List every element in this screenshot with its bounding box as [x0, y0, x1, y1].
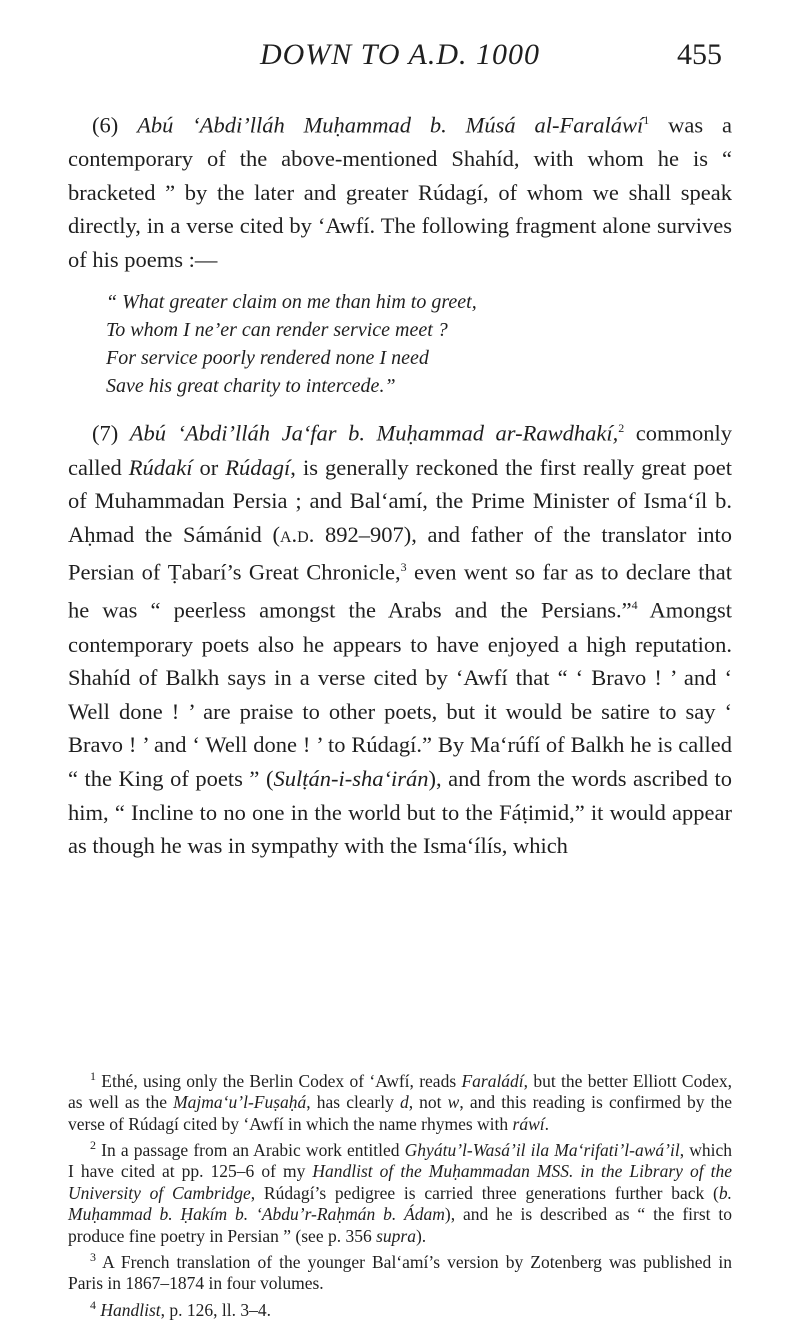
footnotes: [68, 1066, 732, 1321]
paragraph-number: (6): [92, 112, 138, 138]
paragraph-text: ), and from the words ascribed to him, “ Incline to no one in the world but to the Fáṭimid,” it would appear as though he was in sympathy with the Isma‘ílís, which: [68, 765, 732, 859]
footnote-text: .: [544, 1113, 550, 1134]
paragraph-text: commonly called: [68, 420, 732, 480]
footnote-italic: ráwí: [512, 1113, 545, 1134]
footnote-ref: 4: [631, 598, 638, 613]
footnote-text: In a passage from an Arabic work entitled: [96, 1139, 405, 1160]
paragraph-text: or: [192, 454, 226, 480]
paragraph-7: [68, 412, 732, 862]
poem-line: “ What greater claim on me than him to greet,: [106, 291, 477, 314]
paragraph-text: even went so far as to declare that he was “ peerless amongst the Arabs and the Persians.”: [68, 559, 732, 623]
poem-line: To whom I ne’er can render service meet ?: [106, 319, 448, 342]
footnote-text: , has clearly: [306, 1092, 400, 1113]
paragraph-text: was a contemporary of the above-mentioned Shahíd, with whom he is “ bracketed ” by the later and greater Rúdagí, of whom we shall speak directly, in a verse cited by ‘Awfí. The following fragment alone survives of his poems :—: [68, 112, 732, 272]
footnote-ref: 3: [400, 560, 407, 575]
footnote-ref: 2: [618, 421, 625, 436]
paragraph-text: , is generally reckoned the first really great poet of Muhammadan Persia ; and Bal‘amí, the Prime Minister of Isma‘íl b. Aḥmad the Sámánid (: [68, 454, 732, 547]
poem-line: Save his great charity to intercede.”: [106, 375, 396, 398]
paragraph-6: [68, 104, 732, 276]
title-italic: Sulṭán-i-sha‘irán: [273, 765, 429, 791]
footnote-2: [68, 1135, 732, 1247]
footnote-text: A French translation of the younger Bal‘amí’s version by Zotenberg was published in Paris in 1867–1874 in four volumes.: [68, 1251, 732, 1294]
paragraph-text: Amongst contemporary poets also he appears to have enjoyed a high reputation. Shahíd of Balkh says in a verse cited by ‘Awfí that “ ‘ Bravo ! ’ and ‘ Well done ! ’ are praise to other poets, but it would be satire to say ‘ Bravo ! ’ and ‘ Well done ! ’ to Rúdagí.” By Ma‘rúfí of Balkh he is called “ the King of poets ” (: [68, 597, 732, 791]
footnote-italic: Handlist of the Muḥammadan MSS. in the Library of the University of Cambridge: [68, 1161, 732, 1203]
era-abbrev: a.d.: [279, 521, 315, 547]
footnote-text: , but the better Elliott Codex, as well as the: [68, 1070, 732, 1113]
footnote-italic: b. Muḥammad b. Ḥakím b. ‘Abdu’r-Raḥmán b. Ádam: [68, 1182, 732, 1225]
footnote-4: [68, 1295, 732, 1321]
main-text: [68, 104, 732, 863]
page-number: 455: [677, 38, 722, 71]
poet-name: Abú ‘Abdi’lláh Muḥammad b. Músá al-Faraláwí: [137, 112, 644, 138]
footnote-text: Ethé, using only the Berlin Codex of ‘Awfí, reads: [96, 1070, 462, 1091]
footnote-italic: Faraládí: [461, 1070, 524, 1091]
footnote-3: [68, 1247, 732, 1295]
footnote-italic: w: [447, 1092, 460, 1113]
name-italic: Rúdakí: [128, 454, 193, 480]
footnote-mark: 1: [90, 1069, 96, 1083]
footnote-text: , p. 126, ll. 3–4.: [160, 1299, 272, 1320]
poem-fragment: [106, 288, 732, 400]
running-title: DOWN TO A.D. 1000: [259, 38, 541, 71]
footnote-text: , Rúdagí’s pedigree is carried three generations further back (: [250, 1182, 719, 1203]
page-header: [0, 28, 800, 84]
footnote-italic: supra: [376, 1225, 416, 1246]
footnote-1: [68, 1066, 732, 1135]
footnote-ref: 1: [643, 113, 650, 127]
footnote-text: ), and he is described as “ the first to produce fine poetry in Persian ” (see p. 356: [68, 1204, 732, 1246]
name-italic: Rúdagí: [225, 454, 291, 480]
footnote-italic: Majma‘u’l-Fuṣaḥá: [173, 1092, 307, 1113]
footnote-mark: 2: [90, 1138, 96, 1153]
footnote-italic: Ghyátu’l-Wasá’il ila Ma‘rifati’l-awá’il: [404, 1139, 680, 1160]
paragraph-text: 892–907), and father of the translator into Persian of Ṭabarí’s Great Chronicle,: [68, 521, 732, 585]
poem-line: For service poorly rendered none I need: [106, 347, 429, 370]
paragraph-number: (7): [92, 420, 130, 446]
footnote-text: , and this reading is confirmed by the verse of Rúdagí cited by ‘Awfí in which the name rhymes with: [68, 1092, 732, 1134]
footnote-text: ).: [415, 1225, 427, 1246]
footnote-mark: 4: [90, 1297, 96, 1312]
footnote-mark: 3: [90, 1249, 96, 1264]
poet-name: Abú ‘Abdi’lláh Ja‘far b. Muḥammad ar-Rawdhakí,: [129, 420, 619, 446]
footnote-text: , which I have cited at pp. 125–6 of my: [68, 1139, 732, 1182]
footnote-italic: Handlist: [100, 1299, 161, 1320]
footnote-text: , not: [408, 1092, 448, 1113]
footnote-italic: d: [399, 1092, 409, 1113]
